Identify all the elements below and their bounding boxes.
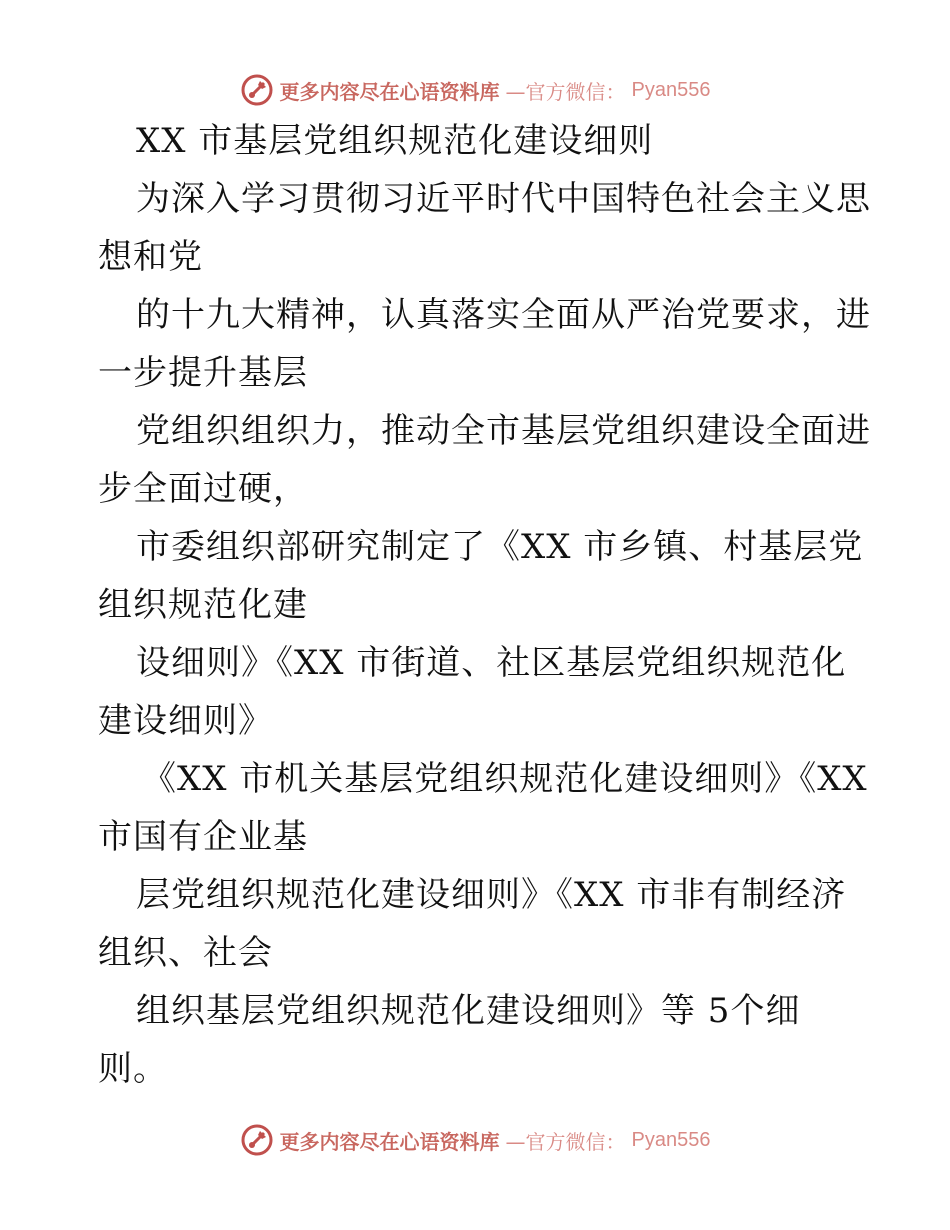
paragraph-line: 层党组织规范化建设细则》《XX 市非有制经济 <box>136 875 847 915</box>
watermark-label: —官方微信： <box>505 79 626 104</box>
document-title: XX 市基层党组织规范化建设细则 <box>136 121 654 161</box>
brand-logo-icon <box>240 1123 274 1157</box>
paragraph-line: 建设细则》 <box>98 701 273 741</box>
paragraph-line: 组织、社会 <box>98 933 273 973</box>
watermark-brand: 更多内容尽在心语资料库 <box>279 1129 500 1154</box>
paragraph-line: 为深入学习贯彻习近平时代中国特色社会主义思 <box>136 179 871 219</box>
brand-logo-icon <box>240 73 274 107</box>
paragraph-line: 想和党 <box>98 237 203 277</box>
paragraph-line: 则。 <box>98 1049 168 1089</box>
paragraph-line: 一步提升基层 <box>98 353 308 393</box>
paragraph-line: 市委组织部研究制定了《XX 市乡镇、村基层党 <box>136 527 864 567</box>
footer-watermark <box>0 1120 950 1160</box>
watermark-brand: 更多内容尽在心语资料库 <box>279 79 500 104</box>
paragraph-line: 组织规范化建 <box>98 585 308 625</box>
paragraph-line: 的十九大精神，认真落实全面从严治党要求，进 <box>136 295 871 335</box>
paragraph-line: 党组织组织力，推动全市基层党组织建设全面进 <box>136 411 871 451</box>
watermark-wechat-id: Pyan556 <box>631 1128 711 1151</box>
paragraph-line: 设细则》《XX 市街道、社区基层党组织规范化 <box>136 643 847 683</box>
watermark-wechat-id: Pyan556 <box>631 78 711 101</box>
paragraph-line: 步全面过硬， <box>98 469 308 509</box>
paragraph-line: 组织基层党组织规范化建设细则》等 5个细 <box>136 991 801 1031</box>
document-body <box>98 112 871 1098</box>
header-watermark <box>0 70 950 110</box>
paragraph-line: 市国有企业基 <box>98 817 308 857</box>
watermark-label: —官方微信： <box>505 1129 626 1154</box>
paragraph-line: 《XX 市机关基层党组织规范化建设细则》《XX <box>142 759 868 799</box>
